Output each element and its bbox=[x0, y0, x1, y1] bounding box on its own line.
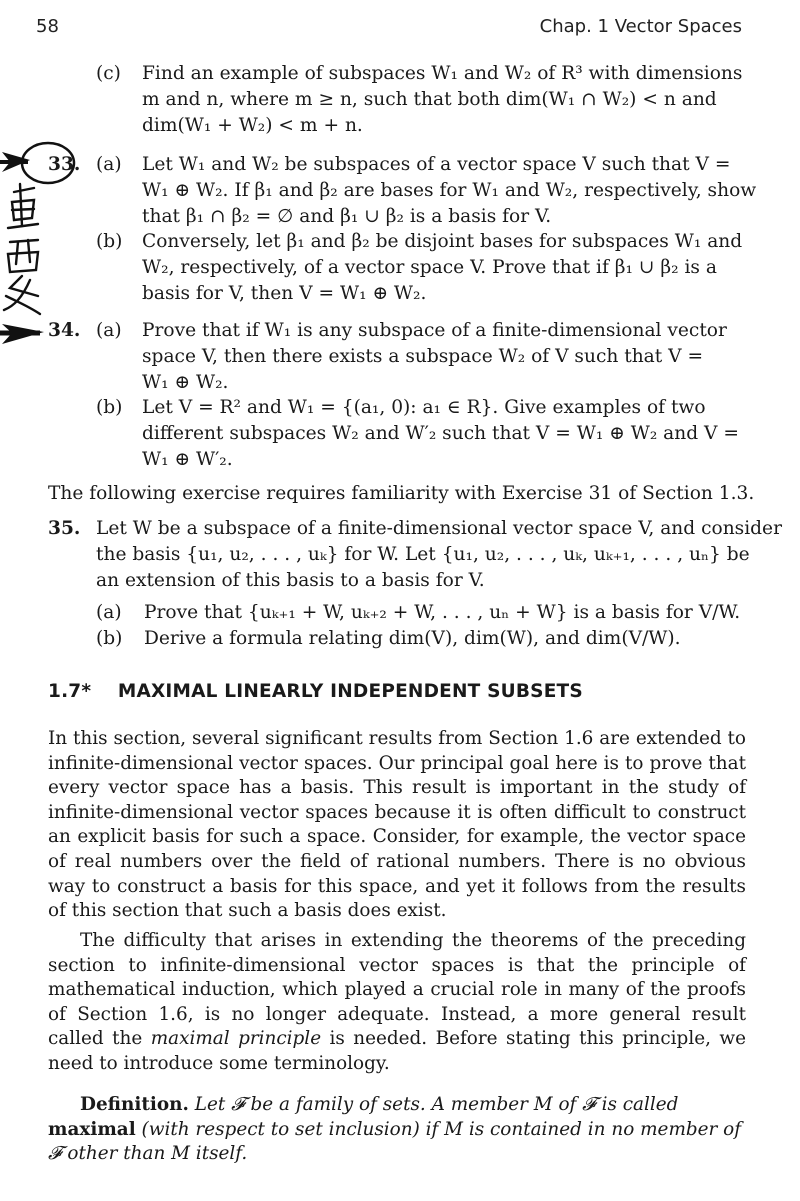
ex35b-label: (b) bbox=[96, 628, 123, 649]
ex35-line-2: the basis {u₁, u₂, . . . , uₖ} for W. Let {u₁, u₂, . . . , uₖ, uₖ₊₁, . . . , uₙ} be bbox=[96, 544, 750, 565]
paragraph-2-text-a: The difficulty that arises in extending the theorems of the preceding section to infinite-dimensional vector spaces is that the principle of mathematical induction, which played a crucial role in many of the proofs of Section 1.6, is no longer adequate. Instead, a more general result called the bbox=[48, 930, 746, 1050]
definition-text-b: (with respect to set inclusion) if M is contained in no member of 𝓕 other than M itself. bbox=[48, 1118, 742, 1164]
paragraph-2-text-b: is needed. Before stating this principle, we need to introduce some terminology. bbox=[48, 1028, 747, 1074]
ex33b-line-2: W₂, respectively, of a vector space V. Prove that if β₁ ∪ β₂ is a bbox=[142, 257, 717, 278]
ex35-line-3: an extension of this basis to a basis for V. bbox=[96, 570, 485, 591]
handwritten-glyph-icon bbox=[4, 184, 40, 314]
ex34b-line-3: W₁ ⊕ W′₂. bbox=[142, 449, 233, 470]
section-number: 1.7* bbox=[48, 681, 92, 702]
ex32c-line-1: Find an example of subspaces W₁ and W₂ of R³ with dimensions bbox=[142, 63, 743, 84]
ex35a-label: (a) bbox=[96, 602, 122, 623]
ex34a-label: (a) bbox=[96, 320, 122, 341]
maximal-principle-term: maximal principle bbox=[150, 1028, 322, 1050]
definition-maximal bbox=[48, 1093, 748, 1167]
ex35b-text: Derive a formula relating dim(V), dim(W), and dim(V/W). bbox=[144, 628, 681, 649]
ex33b-line-3: basis for V, then V = W₁ ⊕ W₂. bbox=[142, 283, 427, 304]
section-heading bbox=[48, 681, 583, 702]
ex33b-line-1: Conversely, let β₁ and β₂ be disjoint bases for subspaces W₁ and bbox=[142, 231, 743, 252]
ex33a-line-2: W₁ ⊕ W₂. If β₁ and β₂ are bases for W₁ and W₂, respectively, show bbox=[142, 180, 757, 201]
ex34a-line-3: W₁ ⊕ W₂. bbox=[142, 372, 229, 393]
paragraph-2 bbox=[48, 929, 746, 1077]
page-number: 58 bbox=[36, 16, 59, 37]
ex34b-label: (b) bbox=[96, 397, 123, 418]
definition-label: Definition. bbox=[80, 1094, 189, 1115]
definition-term: maximal bbox=[48, 1118, 136, 1140]
ex35a-text: Prove that {uₖ₊₁ + W, uₖ₊₂ + W, . . . , uₙ + W} is a basis for V/W. bbox=[144, 602, 741, 623]
arrow-annotation-34 bbox=[0, 318, 52, 348]
ex34-number: 34. bbox=[48, 320, 81, 341]
ex35-line-1: Let W be a subspace of a finite-dimensional vector space V, and consider bbox=[96, 518, 782, 539]
ex33a-line-3: that β₁ ∩ β₂ = ∅ and β₁ ∪ β₂ is a basis for V. bbox=[142, 206, 552, 227]
ex34b-line-1: Let V = R² and W₁ = {(a₁, 0): a₁ ∈ R}. Give examples of two bbox=[142, 397, 706, 418]
paragraph-1: In this section, several significant results from Section 1.6 are extended to infinite-dimensional vector spaces. Our principal goal here is to prove that every vector space has a basis. This result is important in the study of infinite-dimensional vector spaces because it is often difficult to construct an explicit basis for such a space. Consider, for example, the vector space of real numbers over the field of rational numbers. There is no obvious way to construct a basis for this space, and yet it follows from the results of this section that such a basis does exist. bbox=[48, 728, 746, 922]
ex33a-line-1: Let W₁ and W₂ be subspaces of a vector space V such that V = bbox=[142, 154, 731, 175]
exercise-note: The following exercise requires familiarity with Exercise 31 of Section 1.3. bbox=[48, 483, 755, 504]
ex32c-line-2: m and n, where m ≥ n, such that both dim(W₁ ∩ W₂) < n and bbox=[142, 89, 717, 110]
ex34a-line-2: space V, then there exists a subspace W₂ of V such that V = bbox=[142, 346, 704, 367]
ex34b-line-2: different subspaces W₂ and W′₂ such that V = W₁ ⊕ W₂ and V = bbox=[142, 423, 739, 444]
definition-text-a: Let 𝓕 be a family of sets. A member M of 𝓕 is called bbox=[188, 1094, 679, 1115]
ex35-number: 35. bbox=[48, 518, 81, 539]
section-title: MAXIMAL LINEARLY INDEPENDENT SUBSETS bbox=[117, 681, 583, 702]
ex33-number: 33. bbox=[48, 154, 81, 175]
ex32c-label: (c) bbox=[96, 63, 121, 84]
ex33a-label: (a) bbox=[96, 154, 122, 175]
ex32c-line-3: dim(W₁ + W₂) < m + n. bbox=[142, 115, 363, 136]
ex33b-label: (b) bbox=[96, 231, 123, 252]
running-header: Chap. 1 Vector Spaces bbox=[539, 16, 742, 37]
circle-mark-icon bbox=[22, 143, 74, 183]
ex34a-line-1: Prove that if W₁ is any subspace of a finite-dimensional vector bbox=[142, 320, 727, 341]
